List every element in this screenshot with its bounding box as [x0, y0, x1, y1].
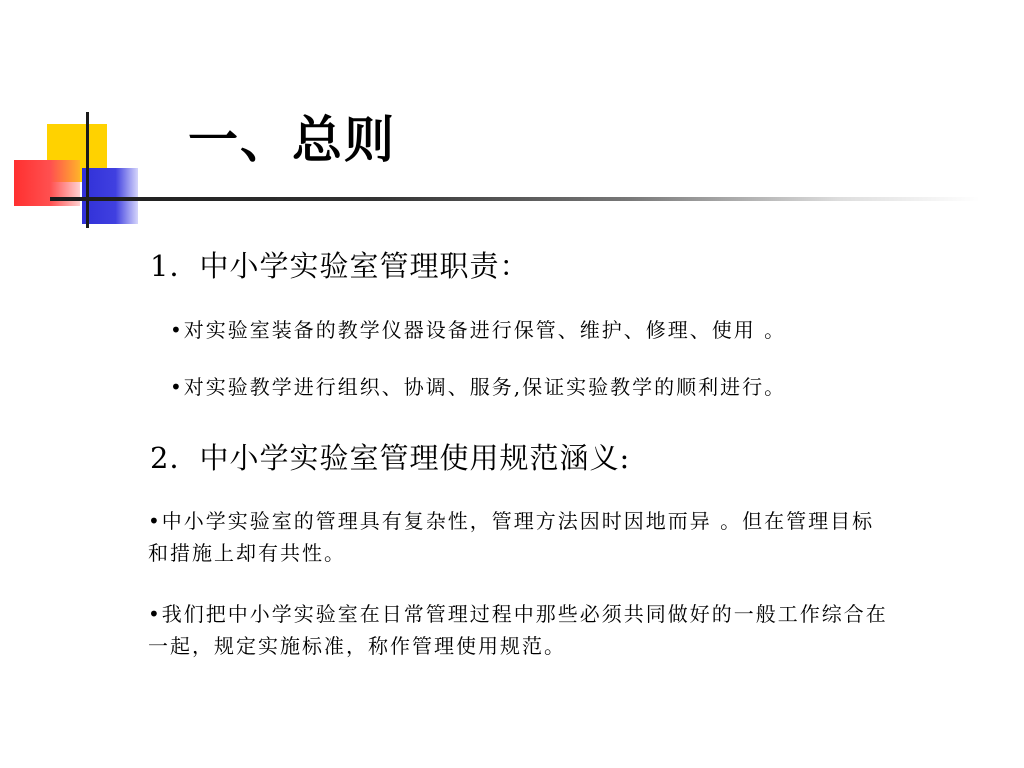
bullet-dot-icon: • — [170, 375, 184, 399]
title-underline-rule — [50, 197, 980, 201]
slide-title: 一、总则 — [188, 110, 396, 169]
bullet-item — [148, 505, 888, 569]
bullet-dot-icon: • — [148, 602, 162, 626]
section-heading-duties: 1．中小学实验室管理职责： — [150, 249, 530, 283]
section-heading-definition: 2．中小学实验室管理使用规范涵义: — [150, 441, 631, 475]
bullet-text: 中小学实验室的管理具有复杂性，管理方法因时因地而异 。但在管理目标和措施上却有共性。 — [148, 509, 875, 565]
bullet-dot-icon: • — [170, 318, 184, 342]
decorative-blue-square — [82, 168, 138, 224]
bullet-item — [170, 314, 930, 346]
bullet-text: 对实验教学进行组织、协调、服务,保证实验教学的顺利进行。 — [183, 375, 787, 399]
bullet-dot-icon: • — [148, 509, 162, 533]
bullet-text: 我们把中小学实验室在日常管理过程中那些必须共同做好的一般工作综合在一起，规定实施标准，称作管理使用规范。 — [148, 602, 888, 658]
bullet-item — [170, 371, 930, 403]
bullet-item — [148, 598, 888, 662]
decorative-vertical-line — [86, 112, 89, 228]
bullet-text: 对实验室装备的教学仪器设备进行保管、维护、修理、使用 。 — [183, 318, 787, 342]
